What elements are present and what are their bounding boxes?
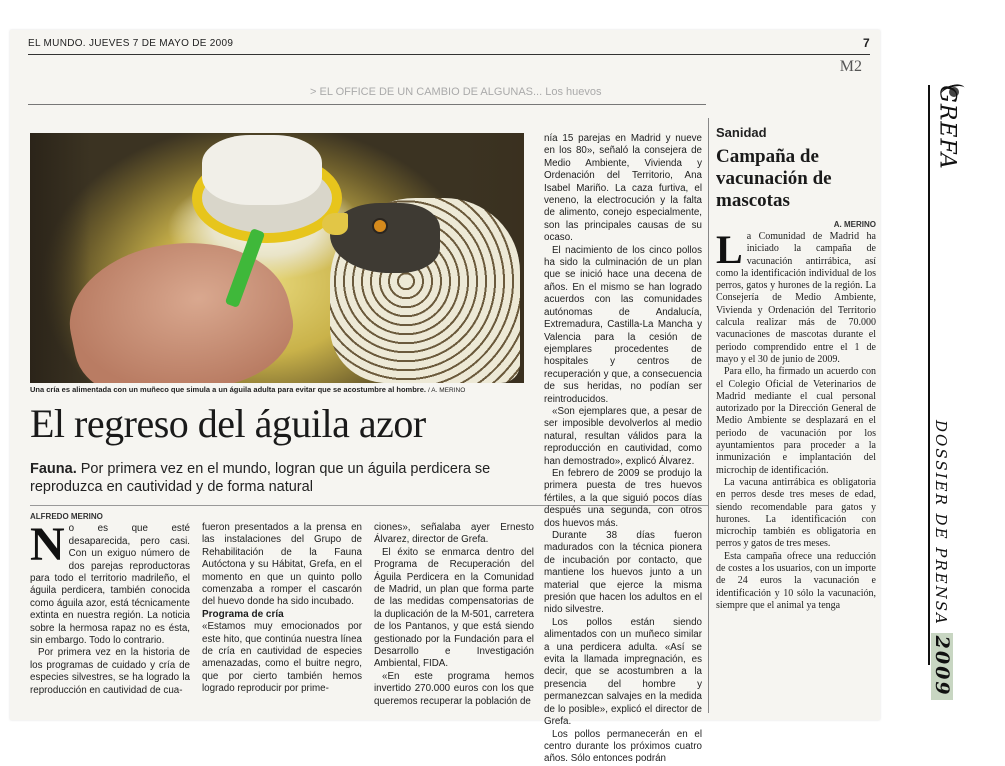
page-header [28, 38, 870, 49]
paragraph: o es que esté desaparecida, pero casi. Con un exiguo número de dos parejas reproductoras para todo el territorio madrileño, el águila perdicera, también conocida como águila azor, está técnicamente extinta en nuestra región. La noticia sobre la hermosa rapaz no es ésta, sin embargo. Todo lo contrario. [30, 523, 190, 647]
paragraph: ciones», señalaba ayer Ernesto Álvarez, director de Grefa. [374, 522, 534, 546]
dossier-text: DOSSIER DE PRENSA [932, 420, 950, 626]
sidebar-body [716, 227, 876, 612]
bleed-through-text: > EL OFFICE DE UN CAMBIO DE ALGUNAS... Los huevos [310, 86, 602, 98]
headline: El regreso del águila azor [30, 401, 426, 446]
paragraph: Los pollos permanecerán en el centro durante los próximos cuatro años. Sólo entonces podrán [544, 728, 702, 765]
paragraph: Esta campaña ofrece una reducción de costes a los usuarios, con un importe de 24 euros la vacunación e identificación y 10 sólo la vacunación, siempre que el animal ya tenga [716, 550, 876, 611]
paragraph: La vacuna antirrábica es obligatoria en perros desde tres meses de edad, siendo recomendable para gatos y hurones. La identificación con microchip también es obligatoria en perros y gatos de tres meses. [716, 476, 876, 550]
feeder-hand [57, 222, 303, 383]
paragraph: fueron presentados a la prensa en las instalaciones del Grupo de Rehabilitación de la Fauna Autóctona y su Hábitat, Grefa, en el momento en que un quinto pollo comenzaba a romper el cascarón del huevo donde ha sido incubado. [202, 522, 362, 608]
paragraph: nía 15 parejas en Madrid y nueve en los 80», señaló la consejera de Medio Ambiente, Vivienda y Ordenación del Territorio, Ana Isabel Mariño. La caza furtiva, el veneno, la electrocución y la falta de alimento, conejo especialmente, son las principales causas de su ocaso. [544, 133, 702, 244]
paragraph: Los pollos están siendo alimentados con un muñeco similar a una perdicera adulta. «Así se evita la llamada impregnación, es decir, que se acostumbren a la presencia del hombre y permanezcan salvajes en la medida de lo posible», explicó el director de Grefa. [544, 616, 702, 728]
sidebar-title: Campaña de vacunación de mascotas [716, 146, 832, 211]
logo-text: GREFA [934, 85, 960, 170]
article-column-1 [30, 511, 190, 697]
paragraph: El éxito se enmarca dentro del Programa de Recuperación del Águila Perdicera en la Comunidad de Madrid, un plan que forma parte de las medidas compensatorias de la duplicación de la M-501, carretera de los Pantanos, y que está siendo gestionado por la Fundación para el Desarrollo e Investigación Ambiental, FIDA. [374, 546, 534, 670]
paragraph: «Estamos muy emocionados por este hito, que continúa nuestra línea de cría en cautividad de especies amenazadas, como el buitre negro, que por cierto también hemos logrado reproducir por prime- [202, 621, 362, 695]
page-number: 7 [863, 36, 870, 50]
sidebar-article [716, 125, 876, 612]
eagle-puppet-eye [372, 218, 388, 234]
subhead: Programa de cría [202, 608, 284, 620]
chick-cloth [202, 135, 322, 205]
caption-text: Una cría es alimentada con un muñeco que simula a un águila adulta para evitar que se acostumbre al hombre. [30, 385, 426, 394]
sidebar-dropcap: L [716, 227, 743, 272]
photo-caption [30, 385, 530, 394]
dateline: EL MUNDO. JUEVES 7 DE MAYO DE 2009 [28, 38, 234, 49]
sidebar-byline: A. MERINO [833, 220, 876, 229]
grefa-logo [935, 85, 965, 175]
header-rule [28, 54, 870, 55]
deck [30, 460, 530, 496]
paragraph: Para ello, ha firmado un acuerdo con el Colegio Oficial de Veterinarios de Madrid mediante el cual personal autorizado por la Dirección General de Medio Ambiente se desplazará en el periodo de vacunación por los ayuntamientos para proceder a la inmunización e implantación del microchip de identificación. [716, 366, 876, 476]
article-column-2 [202, 522, 362, 696]
byline: ALFREDO MERINO [30, 512, 103, 521]
paragraph: a Comunidad de Madrid ha iniciado la campaña de vacunación antirrábica, así como la identificación individual de los perros, gatos y hurones de la región. La Consejería de Medio Ambiente, Vivienda y Ordenación del Territorio calcula realizar más de 70.000 vacunaciones de mascotas durante el periodo comprendido entre el 1 de mayo y el 30 de junio de 2009. [716, 231, 876, 365]
section-tag: M2 [839, 58, 862, 75]
paragraph: Por primera vez en la historia de los programas de cuidado y cría de especies silvestres, se ha logrado la reproducción en cautividad de cua- [30, 647, 190, 696]
paragraph: En febrero de 2009 se produjo la primera puesta de tres huevos fértiles, a la que siguió pocos días después una segunda, con otros dos huevos más. [544, 467, 702, 529]
paragraph: Durante 38 días fueron madurados con la técnica pionera de incubación por contacto, que mantiene los huevos junto a un material que ejerce la misma presión que hacen los adultos en el nido silvestre. [544, 530, 702, 616]
article-photo [30, 133, 524, 383]
deck-kicker: Fauna. [30, 461, 77, 477]
article-column-4 [544, 133, 702, 766]
dossier-label [931, 420, 968, 697]
top-rule [28, 104, 706, 105]
photo-credit: / A. MERINO [428, 387, 466, 394]
paragraph: «Son ejemplares que, a pesar de ser imposible devolverlos al medio natural, resultan válidos para la reproducción en cautividad, como han demostrado», explicó Álvarez. [544, 405, 702, 467]
eagle-puppet-beak [322, 213, 348, 235]
deck-text: Por primera vez en el mundo, logran que un águila perdicera se reproduzca en cautividad y de forma natural [30, 461, 491, 495]
newspaper-page [10, 30, 880, 765]
paragraph: El nacimiento de los cinco pollos ha sido la culminación de un plan que se inició hace una decena de años. En el mismo se han logrado acuerdos con las comunidades autónomas de Andalucía, Extremadura, Castilla-La Mancha y Valencia para la cesión de ejemplares procedentes de hospitales y centros de recuperación y que, a consecuencia de sus heridas, no podían ser reintroducidos. [544, 244, 702, 405]
margin-line [928, 85, 930, 665]
paragraph: «En este programa hemos invertido 270.000 euros con los que queremos recuperar la población de [374, 670, 534, 707]
sidebar-tag: Sanidad [716, 125, 767, 140]
dossier-year: 2009 [931, 633, 953, 700]
article-column-3 [374, 522, 534, 708]
dropcap: N [30, 518, 65, 572]
sidebar-divider [708, 118, 709, 713]
